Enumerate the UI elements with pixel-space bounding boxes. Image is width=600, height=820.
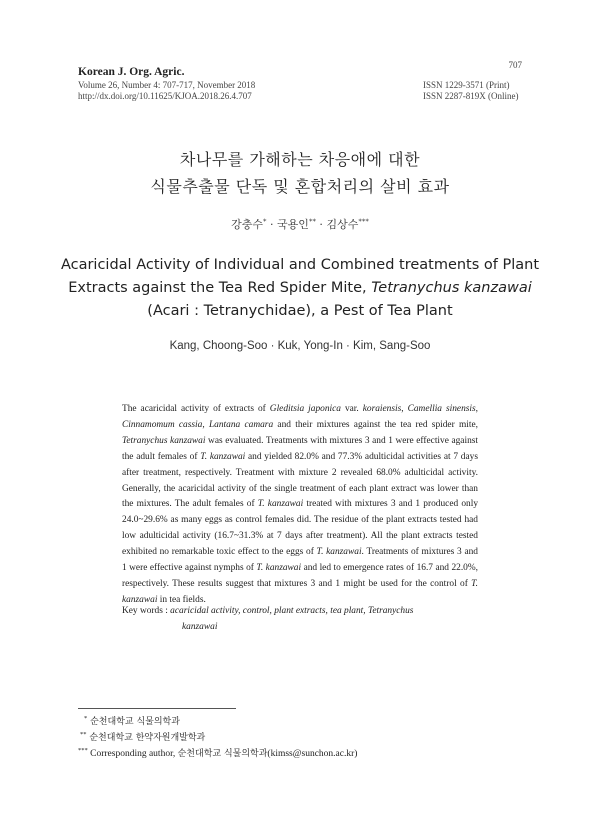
doi-line[interactable]: http://dx.doi.org/10.11625/KJOA.2018.26.4.707 xyxy=(78,91,252,101)
abstract-italic: Gleditsia japonica xyxy=(269,404,341,414)
abstract-italic: T. kanzawai xyxy=(316,547,362,558)
korean-title-line1: 차나무를 가해하는 차응애에 대한 xyxy=(179,150,421,169)
abstract-text: , xyxy=(202,419,209,430)
issn-online: ISSN 2287-819X (Online) xyxy=(423,91,519,101)
korean-title-line2: 식물추출물 단독 및 혼합처리의 살비 효과 xyxy=(150,177,450,196)
author-mark-2: ** xyxy=(308,217,316,226)
abstract-text: treated with mixtures 3 and 1 produced only 24.0~29.6% as many eggs as control females did. The residue of the plant extracts tested had low adulticidal activity (16.7~31.3% at 7 days after treatment). All the plant extracts tested exhibited no remarkable toxic effect to the eggs of xyxy=(122,499,479,558)
english-authors: Kang, Choong-Soo · Kuk, Yong-In · Kim, Sang-Soo xyxy=(169,340,431,352)
abstract-italic: T. kanzawai xyxy=(257,499,304,510)
footnote-mark-2: ** xyxy=(80,730,87,738)
author-mark-3: *** xyxy=(358,217,369,226)
abstract-text: , xyxy=(475,404,479,414)
korean-author-2: 국용인 xyxy=(277,218,309,231)
english-title-species: Tetranychus kanzawai xyxy=(371,280,532,296)
abstract-text: , xyxy=(401,404,408,414)
footnote-1 xyxy=(84,714,180,727)
abstract-text: The acaricidal activity of extracts of xyxy=(122,404,270,414)
abstract-text: and their mixtures against the tea red spider mite, xyxy=(273,419,478,430)
footnote-3-prefix: Corresponding author, xyxy=(87,749,178,759)
korean-author-1: 강충수 xyxy=(231,218,264,231)
keywords xyxy=(122,604,478,636)
footnote-2-text: 순천대학교 한약자원개발학과 xyxy=(86,733,206,743)
abstract-italic: T. kanzawai xyxy=(122,578,478,605)
english-title-line1: Acaricidal Activity of Individual and Combined treatments of Plant xyxy=(60,257,540,273)
abstract-text: var. xyxy=(340,404,363,414)
abstract-text: and yielded 82.0% and 77.3% adulticidal activities at 7 days after treatment, respectively. Treatment with mixture 2 revealed 68.0% adulticidal activity. Generally, the acaricidal activity of the single treatment of each plant extract was lower than the mixtures. The adult females of xyxy=(122,451,478,510)
footnote-3-email[interactable]: (kimss@sunchon.ac.kr) xyxy=(267,749,358,759)
abstract xyxy=(122,402,478,609)
page-number: 707 xyxy=(508,60,522,70)
korean-author-3: 김상수 xyxy=(326,218,359,231)
footnote-mark-1: * xyxy=(84,714,88,722)
abstract-italic: T. kanzawai xyxy=(256,563,302,574)
footnote-1-text: 순천대학교 식물의학과 xyxy=(87,717,180,727)
author-mark-1: * xyxy=(263,217,267,226)
keywords-label: Key words : xyxy=(122,606,171,616)
issn-print: ISSN 1229-3571 (Print) xyxy=(423,80,510,90)
abstract-text: . Treatments of mixtures 3 and 1 were effective against nymphs of xyxy=(122,547,478,574)
abstract-italic: Lantana camara xyxy=(208,419,274,430)
footnote-mark-3: *** xyxy=(78,746,88,754)
author-separator: · xyxy=(315,218,327,231)
english-title-line2 xyxy=(0,277,600,300)
footnote-2 xyxy=(80,730,205,743)
abstract-italic: Camellia sinensis xyxy=(407,404,476,414)
english-title-line3: (Acari : Tetranychidae), a Pest of Tea Plant xyxy=(147,303,453,319)
abstract-italic: Cinnamomum cassia xyxy=(122,419,203,430)
abstract-italic: koraiensis xyxy=(362,404,402,414)
footnote-divider xyxy=(78,708,236,709)
keywords-line2: kanzawai xyxy=(182,621,218,632)
footnote-3-dept: 순천대학교 식물의학과 xyxy=(177,749,268,759)
abstract-text: was evaluated. Treatments with mixtures 3 and 1 were effective against the adult females of xyxy=(122,435,479,462)
abstract-italic: Tetranychus kanzawai xyxy=(122,435,206,446)
english-title-line2-prefix: Extracts against the Tea Red Spider Mite, xyxy=(68,280,372,296)
abstract-text: in tea fields. xyxy=(157,594,206,605)
footnote-3 xyxy=(78,746,357,759)
journal-name: Korean J. Org. Agric. xyxy=(78,66,185,78)
volume-line: Volume 26, Number 4: 707-717, November 2018 xyxy=(78,80,256,90)
abstract-italic: T. kanzawai xyxy=(200,451,246,462)
korean-authors xyxy=(0,216,600,232)
author-separator: · xyxy=(266,218,278,231)
abstract-text: and led to emergence rates of 16.7 and 22.0%, respectively. These results suggest that mixtures 3 and 1 might be used for the control of xyxy=(122,563,478,589)
keywords-line1: acaricidal activity, control, plant extracts, tea plant, Tetranychus xyxy=(170,606,414,616)
